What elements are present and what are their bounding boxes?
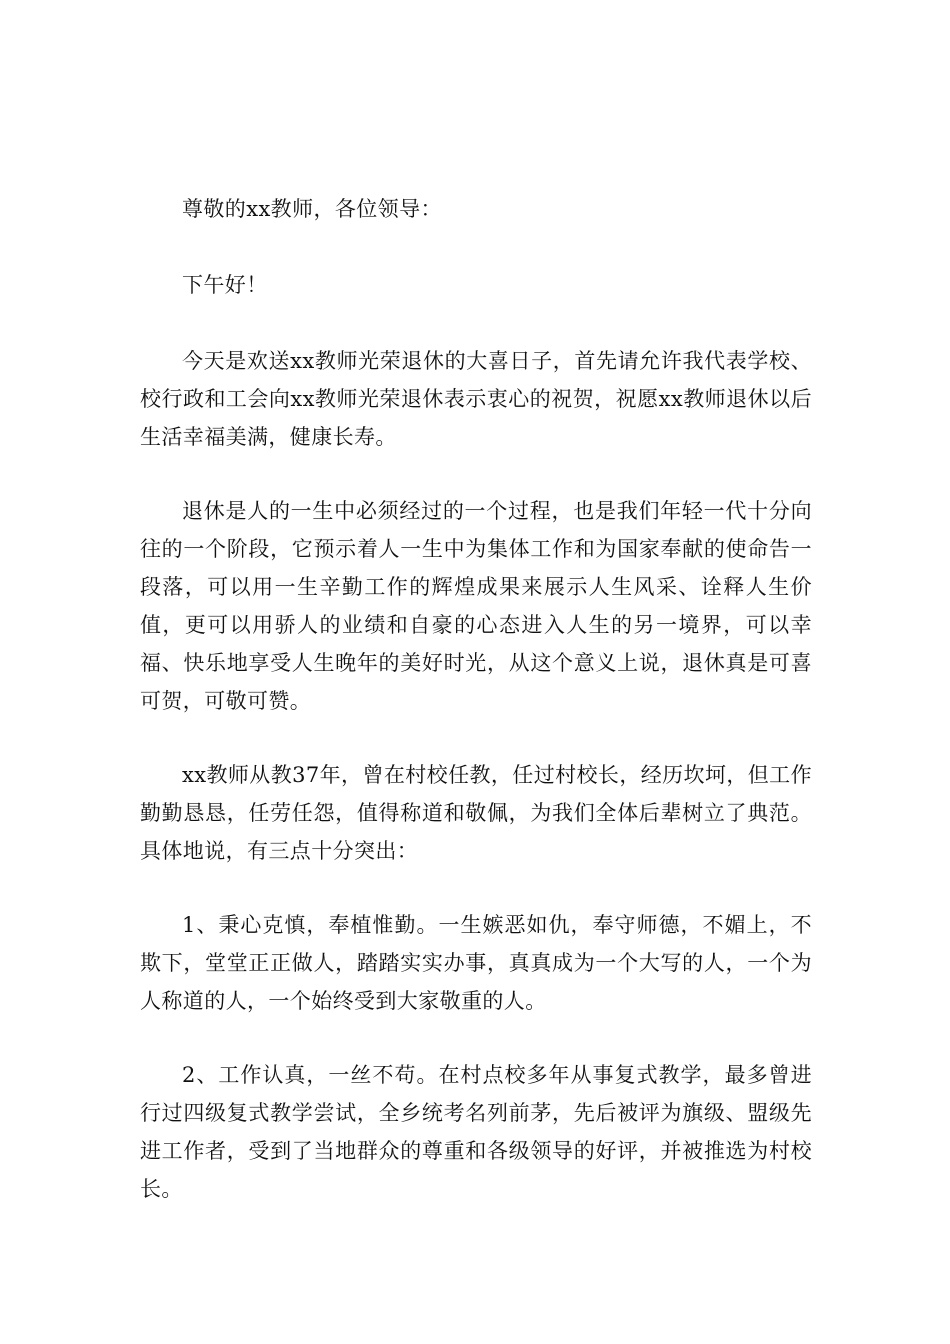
paragraph-retirement-meaning: 退休是人的一生中必须经过的一个过程，也是我们年轻一代十分向往的一个阶段，它预示着人一生中为集体工作和为国家奉献的使命告一段落，可以用一生辛勤工作的辉煌成果来展示人生风采、诠释人生价值，更可以用骄人的业绩和自豪的心态进入人生的另一境界，可以幸福、快乐地享受人生晚年的美好时光，从这个意义上说，退休真是可喜可贺，可敬可赞。 <box>140 499 812 713</box>
salutation: 尊敬的xx教师，各位领导： <box>182 197 442 221</box>
paragraph-point-one: 1、秉心克慎，奉植惟勤。一生嫉恶如仇，奉守师德，不媚上，不欺下，堂堂正正做人，踏踏实实办事，真真成为一个大写的人，一个为人称道的人，一个始终受到大家敬重的人。 <box>140 913 812 1013</box>
document-body <box>140 190 812 1244</box>
paragraph-point-two: 2、工作认真，一丝不苟。在村点校多年从事复式教学，最多曾进行过四级复式教学尝试，全乡统考名列前茅，先后被评为旗级、盟级先进工作者，受到了当地群众的尊重和各级领导的好评，并被推选为村校长。 <box>140 1063 812 1201</box>
paragraph-career-summary: xx教师从教37年，曾在村校任教，任过村校长，经历坎坷，但工作勤勤恳恳，任劳任怨，值得称道和敬佩，为我们全体后辈树立了典范。具体地说，有三点十分突出： <box>140 763 812 863</box>
paragraph-congratulations: 今天是欢送xx教师光荣退休的大喜日子，首先请允许我代表学校、校行政和工会向xx教师光荣退休表示衷心的祝贺，祝愿xx教师退休以后生活幸福美满，健康长寿。 <box>140 349 812 449</box>
greeting: 下午好！ <box>182 273 268 297</box>
